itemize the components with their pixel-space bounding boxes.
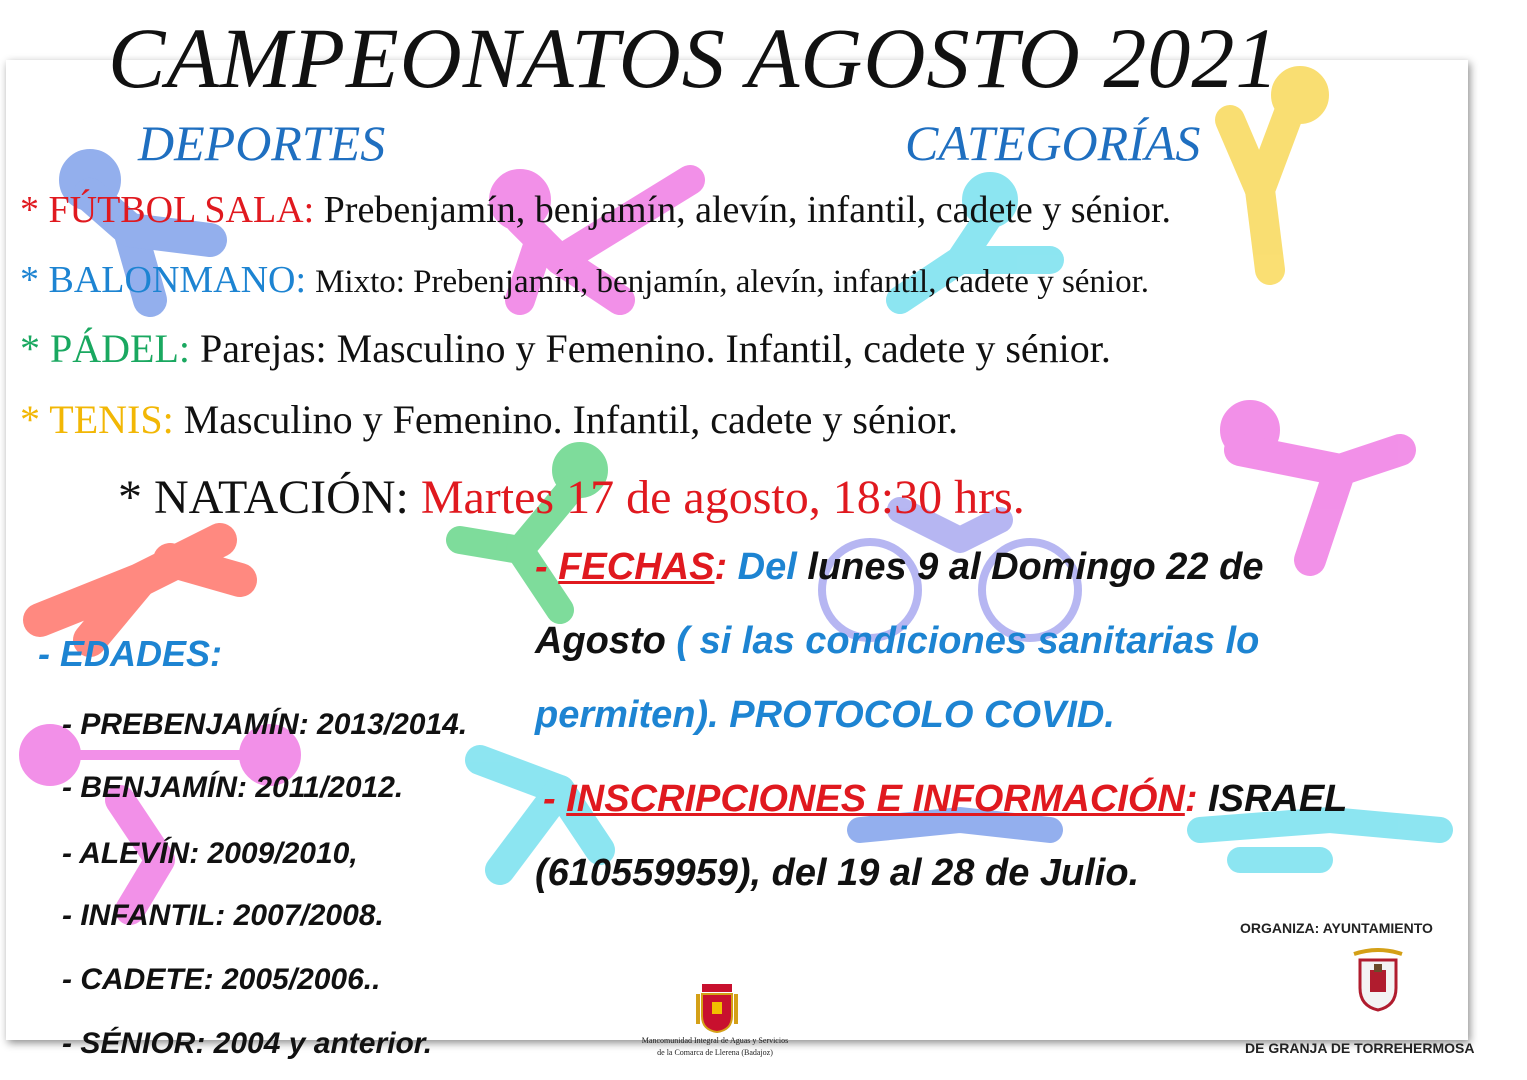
sport-label: * FÚTBOL SALA: xyxy=(20,189,315,231)
sport-categories: Parejas: Masculino y Femenino. Infantil, cadete y sénior. xyxy=(200,326,1111,371)
age-item: - CADETE: 2005/2006.. xyxy=(62,963,381,996)
age-item: - BENJAMÍN: 2011/2012. xyxy=(62,771,404,804)
swimmer-figure xyxy=(1200,820,1440,860)
blue-swimmer-figure xyxy=(860,820,1050,830)
mancomunidad-text-1: Mancomunidad Integral de Aguas y Servicios xyxy=(641,1036,789,1045)
dates-condition: ( si las condiciones sanitarias lo xyxy=(665,620,1260,662)
age-item: - INFANTIL: 2007/2008. xyxy=(62,899,384,932)
ages-title: - EDADES: xyxy=(38,633,223,674)
sport-categories: Masculino y Femenino. Infantil, cadete y sénior. xyxy=(183,397,958,442)
mancomunidad-text-2: de la Comarca de Llerena (Badajoz) xyxy=(657,1048,773,1057)
registration-line-2: (610559959), del 19 al 28 de Julio. xyxy=(535,852,1140,894)
sport-label: * NATACIÓN: xyxy=(118,471,409,524)
sport-row-balonmano xyxy=(20,258,1149,302)
dates-line-1: - FECHAS: Del lunes 9 al Domingo 22 de xyxy=(535,546,1264,588)
age-item: - SÉNIOR: 2004 y anterior. xyxy=(62,1027,433,1060)
registration-label: INSCRIPCIONES E INFORMACIÓN xyxy=(566,778,1185,820)
age-item: - ALEVÍN: 2009/2010, xyxy=(62,837,358,870)
age-item: - PREBENJAMÍN: 2013/2014. xyxy=(62,708,468,741)
sport-categories: Prebenjamín, benjamín, alevín, infantil, cadete y sénior. xyxy=(323,189,1172,231)
swimming-date: Martes 17 de agosto, 18:30 hrs. xyxy=(420,471,1025,524)
sport-label: * TENIS: xyxy=(20,397,174,442)
dates-range: lunes 9 al Domingo 22 de xyxy=(807,546,1264,588)
yellow-player-figure xyxy=(1230,81,1314,270)
organiza-text: ORGANIZA: AYUNTAMIENTO xyxy=(1240,920,1433,936)
sport-row-futbol-sala xyxy=(20,188,1171,232)
sport-categories: Mixto: Prebenjamín, benjamín, alevín, infantil, cadete y sénior. xyxy=(315,264,1150,300)
dates-line-3: permiten). PROTOCOLO COVID. xyxy=(535,694,1115,736)
sport-row-natacion xyxy=(118,470,1025,525)
coat-of-arms-icon xyxy=(694,982,740,1034)
magenta-weightlifter-figure xyxy=(34,739,286,910)
dates-line-2: Agosto ( si las condiciones sanitarias lo xyxy=(535,620,1260,662)
poster-title: CAMPEONATOS AGOSTO 2021 xyxy=(108,10,1280,106)
categories-header: CATEGORÍAS xyxy=(905,115,1201,171)
sport-label: * PÁDEL: xyxy=(20,326,190,371)
registration-contact-name: ISRAEL xyxy=(1197,778,1348,820)
town-name-text: DE GRANJA DE TORREHERMOSA xyxy=(1245,1040,1475,1056)
sport-row-tenis xyxy=(20,396,958,443)
magenta-jumper-figure xyxy=(1236,416,1400,560)
sports-header: DEPORTES xyxy=(138,115,386,171)
dates-label: FECHAS xyxy=(558,546,715,588)
sport-row-padel xyxy=(20,325,1111,372)
town-crest-icon xyxy=(1350,948,1406,1014)
registration-line-1: - INSCRIPCIONES E INFORMACIÓN: ISRAEL xyxy=(543,778,1348,820)
red-runner-figure xyxy=(40,540,240,640)
sport-label: * BALONMANO: xyxy=(20,259,307,301)
